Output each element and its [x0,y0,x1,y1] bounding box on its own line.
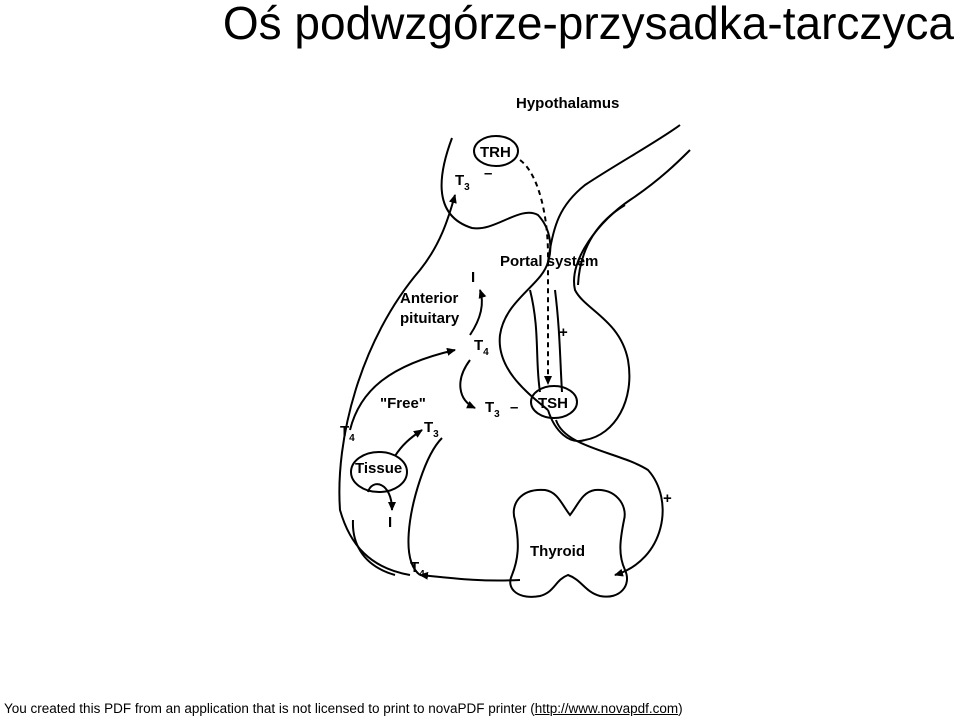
t4-left-label: $T_4$ [340,423,355,444]
plus-thyroid-sign: + [663,490,672,507]
tsh-label: TSH [538,395,568,412]
hypothalamus-label: Hypothalamus [516,95,620,112]
t4-pituitary-label: $T_4$ [474,337,489,358]
t3-trh-minus-sign: – [484,165,493,182]
i-tissue-label: I [388,514,393,531]
t3-tsh-label: $T_3$ [485,399,500,420]
t3-tsh-minus-sign: – [510,399,519,416]
anterior-pituitary-label-1: Anterior [400,290,459,307]
thyroid-to-free-t3-arrow [408,438,442,575]
thyroid-label: Thyroid [530,543,585,560]
t3-tissue-label: $T_3$ [424,419,439,440]
tissue-to-t3-arrow [395,430,422,456]
t4-to-hypothalamus-arrow [339,195,455,575]
t3-hypothalamus-label: $T_3$ [455,172,470,193]
pituitary-t4-to-i-arrow [470,290,482,335]
pituitary-t4-to-t3-arrow [460,360,475,408]
tissue-label: Tissue [355,460,403,477]
trh-label: TRH [480,144,511,161]
i-pituitary-label: I [471,269,476,286]
tissue-to-i-arrow [368,484,392,510]
t4-bottom-label: $T_4$ [410,559,425,580]
slide-title: Oś podwzgórze-przysadka-tarczyca [222,0,954,49]
pituitary-outline [530,290,562,392]
hypothalamus-outline [442,125,690,441]
footer-notice [4,701,683,716]
footer-close: ) [678,701,683,716]
footer-text: You created this PDF from an application that is not licensed to print to novaPDF printer ( [4,701,535,716]
footer-link[interactable]: http://www.novapdf.com [534,701,679,716]
anterior-pituitary-label-2: pituitary [400,310,460,327]
thyroid-t4-output-arrow [420,575,520,581]
free-label: "Free" [380,395,426,412]
plus-portal-sign: + [559,324,568,341]
portal-system-label: Portal system [500,253,599,270]
